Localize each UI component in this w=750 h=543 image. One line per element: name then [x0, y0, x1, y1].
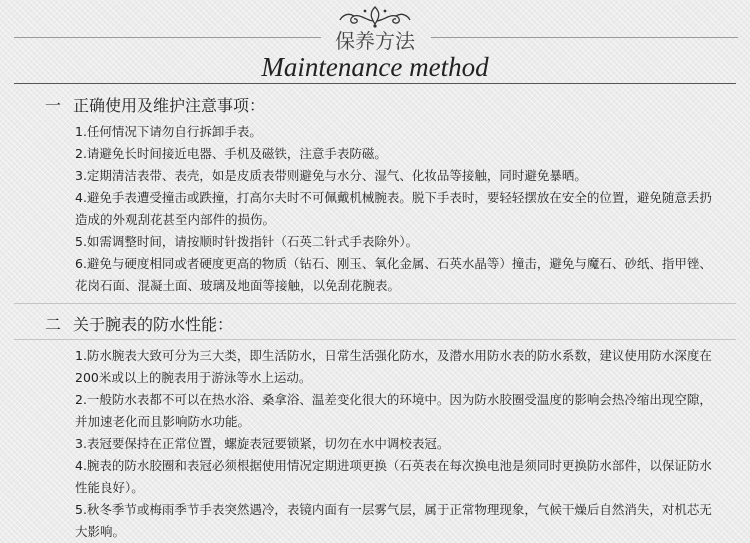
list-item: 6.避免与硬度相同或者硬度更高的物质（钻石、刚玉、氧化金属、石英水晶等）撞击，避免与魔石、砂纸、指甲锉、花岗石面、混凝土面、玻璃及地面等接触，以免刮花腕表。: [75, 256, 712, 293]
list-item: 3.表冠要保持在正常位置，螺旋表冠要锁紧，切勿在水中调校表冠。: [75, 436, 450, 451]
section-title: 关于腕表的防水性能：: [73, 315, 234, 334]
list-item: 4.腕表的防水胶圈和表冠必须根据使用情况定期进项更换（石英表在每次换电池是须同时更换防水部件，以保证防水性能良好）。: [75, 458, 712, 495]
header-rule-bottom: [14, 83, 736, 84]
page-header: [0, 0, 750, 90]
list-item: 5.秋冬季节或梅雨季节手表突然遇冷，表镜内面有一层雾气层，属于正常物理现象，气候干燥后自然消失，对机芯无大影响。: [75, 502, 712, 539]
section-title: 正确使用及维护注意事项：: [73, 96, 266, 115]
section-divider: [14, 339, 736, 340]
list-item: 3.定期清洁表带、表壳，如是皮质表带则避免与水分、湿气、化妆品等接触，同时避免暴晒。: [75, 168, 587, 183]
page-title-chinese: 保养方法: [335, 29, 415, 53]
section-2-list: [75, 345, 715, 543]
section-number: 二: [45, 315, 62, 334]
section-1-list: [75, 121, 715, 297]
list-item: 1.任何情况下请勿自行拆卸手表。: [75, 124, 262, 139]
list-item: 5.如需调整时间，请按顺时针拨指针（石英二针式手表除外）。: [75, 234, 419, 249]
section-heading: [45, 93, 265, 116]
section-divider: [14, 303, 736, 304]
list-item: 2.一般防水表都不可以在热水浴、桑拿浴、温差变化很大的环境中。因为防水胶圈受温度的影响会热冷缩出现空隙，并加速老化而且影响防水功能。: [75, 392, 712, 429]
page-title-english: Maintenance method: [261, 52, 489, 82]
list-item: 4.避免手表遭受撞击或跌撞，打高尔夫时不可佩戴机械腕表。脱下手表时，要轻轻摆放在安全的位置，避免随意丢扔造成的外观刮花甚至内部件的损伤。: [75, 190, 712, 227]
section-heading: [45, 312, 233, 335]
list-item: 2.请避免长时间接近电器、手机及磁铁，注意手表防磁。: [75, 146, 387, 161]
section-number: 一: [45, 96, 62, 115]
list-item: 1.防水腕表大致可分为三大类，即生活防水，日常生活强化防水，及潜水用防水表的防水系数，建议使用防水深度在200米或以上的腕表用于游泳等水上运动。: [75, 348, 712, 385]
